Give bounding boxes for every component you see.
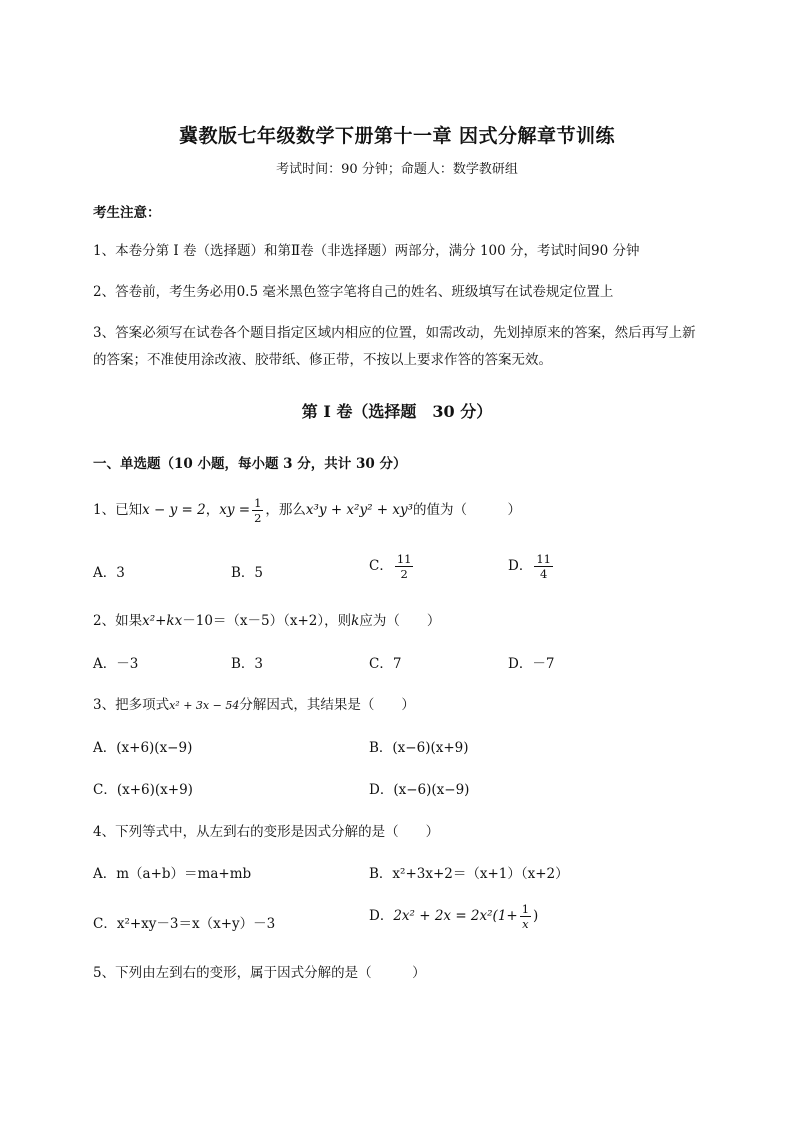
part-heading: 一、单选题（10 小题，每小题 3 分，共计 30 分） xyxy=(93,456,407,472)
q1-frac-num: 1 xyxy=(254,496,262,510)
q1-option-d[interactable] xyxy=(508,552,555,581)
q2-expression: x²+kx xyxy=(142,613,183,629)
question-4: 4、下列等式中，从左到右的变形是因式分解的是（ ） xyxy=(93,824,440,840)
q1-option-d-den: 4 xyxy=(539,567,548,581)
q1-option-a[interactable]: A．3 xyxy=(93,565,125,581)
notice-item-1: 1、本卷分第 I 卷（选择题）和第Ⅱ卷（非选择题）两部分，满分 100 分，考试时间90 分钟 xyxy=(93,243,640,259)
notice-item-3: 3、答案必须写在试卷各个题目指定区域内相应的位置，如需改动，先划掉原来的答案，然后再写上新的答案；不准使用涂改液、胶带纸、修正带，不按以上要求作答的答案无效。 xyxy=(93,325,696,368)
notice-heading: 考生注意： xyxy=(93,205,161,221)
q4-option-d-close: ) xyxy=(533,908,539,924)
q1-mid: ，那么 xyxy=(265,502,306,518)
q4-option-b[interactable]: B．x²+3x+2＝（x+1）（x+2） xyxy=(369,866,569,882)
q2-text-c: 应为（ ） xyxy=(359,613,441,629)
q1-option-d-label: D． xyxy=(508,558,533,574)
q2-option-d[interactable]: D．－7 xyxy=(508,656,555,672)
q1-option-d-num: 11 xyxy=(536,552,551,566)
q1-option-c-den: 2 xyxy=(400,567,408,581)
q1-option-c-num: 11 xyxy=(396,552,412,566)
q3-prefix: 3、把多项式 xyxy=(93,697,170,713)
q1-frac-den: 2 xyxy=(254,511,262,525)
question-5: 5、下列由左到右的变形，属于因式分解的是（ ） xyxy=(93,965,426,981)
q2-text-a: 2、如果 xyxy=(93,613,143,629)
q1-fraction xyxy=(252,496,263,525)
q4-option-d-fraction xyxy=(520,902,531,931)
q1-condition-1: x − y = 2 xyxy=(142,502,206,518)
q2-text-b: －10＝（x－5）（x+2），则 xyxy=(182,613,352,629)
q3-option-b[interactable]: B．(x−6)(x+9) xyxy=(369,740,469,756)
section-title: 第 I 卷（选择题 30 分） xyxy=(301,402,493,421)
q1-option-c-label: C． xyxy=(369,558,393,574)
q1-prefix: 1、已知 xyxy=(93,502,143,518)
q1-option-d-fraction xyxy=(534,552,553,581)
q3-option-c[interactable]: C．(x+6)(x+9) xyxy=(93,782,193,798)
q2-option-b[interactable]: B．3 xyxy=(231,656,264,672)
question-3 xyxy=(93,693,415,713)
q4-option-d[interactable] xyxy=(369,902,538,931)
q1-suffix: 的值为（ ） xyxy=(413,502,522,518)
notice-item-2: 2、答卷前，考生务必用0.5 毫米黑色签字笔将自己的姓名、班级填写在试卷规定位置上 xyxy=(93,284,614,300)
q3-expression: x² + 3x − 54 xyxy=(169,699,240,712)
q4-option-d-expression: 2x² + 2x = 2x²(1+ xyxy=(393,908,518,924)
q1-option-c[interactable] xyxy=(369,552,415,581)
q2-option-a[interactable]: A．－3 xyxy=(93,656,139,672)
q1-option-c-fraction xyxy=(395,552,414,581)
page-title: 冀教版七年级数学下册第十一章 因式分解章节训练 xyxy=(178,125,616,147)
q2-variable: k xyxy=(351,613,360,629)
q3-suffix: 分解因式，其结果是（ ） xyxy=(239,697,415,713)
q4-option-a[interactable]: A．m（a+b）＝ma+mb xyxy=(93,866,252,882)
q2-option-c[interactable]: C．7 xyxy=(369,656,402,672)
question-1 xyxy=(93,496,521,525)
q4-option-d-den: x xyxy=(522,917,529,931)
q1-option-b[interactable]: B．5 xyxy=(231,565,264,581)
q3-option-a[interactable]: A．(x+6)(x−9) xyxy=(93,740,193,756)
q1-condition-2: xy = xyxy=(219,502,251,518)
q4-option-d-label: D． xyxy=(369,908,394,924)
q4-option-c[interactable]: C．x²+xy－3＝x（x+y）－3 xyxy=(93,916,276,932)
exam-info: 考试时间：90 分钟；命题人：数学教研组 xyxy=(276,162,518,177)
q1-sep: ， xyxy=(205,502,220,518)
question-2 xyxy=(93,609,440,629)
q1-expression: x³y + x²y² + xy³ xyxy=(305,502,414,518)
q3-option-d[interactable]: D．(x−6)(x−9) xyxy=(369,782,470,798)
q4-option-d-num: 1 xyxy=(521,902,530,916)
